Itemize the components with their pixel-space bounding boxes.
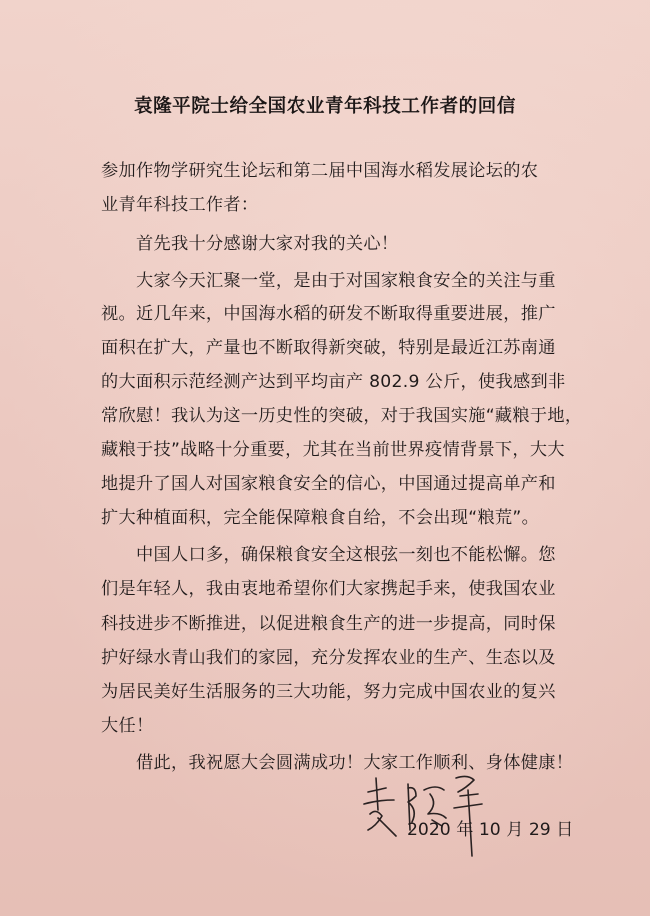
paragraph-2-line-1: 中国人口多，确保粮食安全这根弦一刻也不能松懈。您 bbox=[136, 545, 556, 565]
paragraph-2-line-4: 护好绿水青山我们的家园，充分发挥农业的生产、生态以及 bbox=[101, 648, 556, 668]
paragraph-1-line-6: 藏粮于技”战略十分重要，尤其在当前世界疫情背景下，大大 bbox=[101, 440, 565, 460]
salutation-line-1: 参加作物学研究生论坛和第二届中国海水稻发展论坛的农 bbox=[101, 161, 539, 181]
paragraph-1-line-1: 大家今天汇聚一堂，是由于对国家粮食安全的关注与重 bbox=[136, 271, 556, 291]
letter-title: 袁隆平院士给全国农业青年科技工作者的回信 bbox=[133, 96, 516, 117]
paragraph-2-line-2: 们是年轻人，我由衷地希望你们大家携起手来，使我国农业 bbox=[101, 579, 556, 599]
paragraph-thanks: 首先我十分感谢大家对我的关心！ bbox=[136, 234, 399, 254]
paragraph-2-line-6: 大任！ bbox=[101, 716, 154, 736]
paragraph-1-line-4: 的大面积示范经测产达到平均亩产 802.9 公斤，使我感到非 bbox=[101, 372, 566, 392]
paragraph-1-line-5: 常欣慰！我认为这一历史性的突破，对于我国实施“藏粮于地， bbox=[101, 406, 583, 426]
closing-wishes: 借此，我祝愿大会圆满成功！大家工作顺利、身体健康！ bbox=[136, 753, 574, 773]
paragraph-1-line-3: 面积在扩大，产量也不断取得新突破，特别是最近江苏南通 bbox=[101, 338, 556, 358]
paragraph-1-line-2: 视。近几年来，中国海水稻的研发不断取得重要进展，推广 bbox=[101, 304, 556, 324]
letter-date: 2020 年 10 月 29 日 bbox=[407, 820, 574, 840]
salutation-line-2: 业青年科技工作者： bbox=[101, 195, 259, 215]
paragraph-1-line-7: 地提升了国人对国家粮食安全的信心，中国通过提高单产和 bbox=[101, 474, 556, 494]
paragraph-2-line-3: 科技进步不断推进，以促进粮食生产的进一步提高，同时保 bbox=[101, 614, 556, 634]
paragraph-1-line-8: 扩大种植面积，完全能保障粮食自给，不会出现“粮荒”。 bbox=[101, 508, 540, 528]
paragraph-2-line-5: 为居民美好生活服务的三大功能，努力完成中国农业的复兴 bbox=[101, 682, 556, 702]
